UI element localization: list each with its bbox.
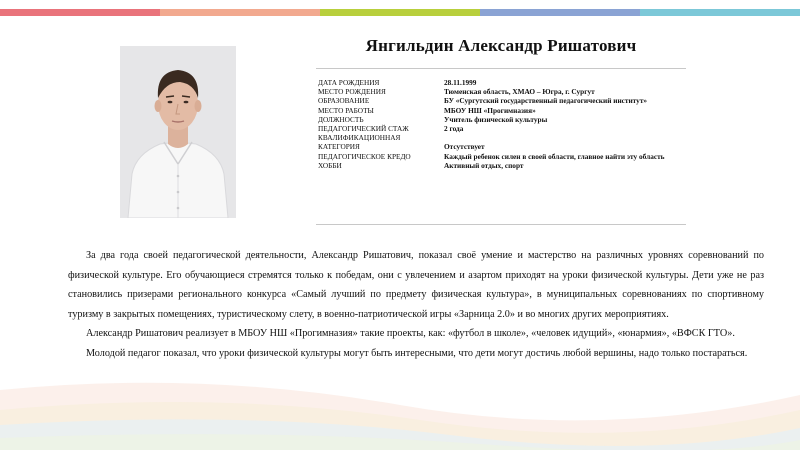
bio-paragraph-conclusion: Молодой педагог показал, что уроки физической культуры могут быть интересными, что дети могут достичь любой вершины, надо только постараться. [86, 347, 748, 359]
teacher-photo [120, 46, 236, 218]
divider-top [316, 68, 686, 69]
stripe-peach [160, 9, 320, 16]
info-row: ДОЛЖНОСТЬ Учитель физической культуры [318, 114, 548, 124]
info-row: КАТЕГОРИЯ Отсутствует [318, 142, 485, 152]
info-row: МЕСТО РОЖДЕНИЯ Тюменская область, ХМАО – Югра, г. Сургут [318, 87, 595, 97]
info-row: ДАТА РОЖДЕНИЯ 28.11.1999 [318, 78, 477, 87]
divider-bottom [316, 224, 686, 225]
info-row: ОБРАЗОВАНИЕ БУ «Сургутский государственный педагогический институт» [318, 96, 648, 106]
color-stripe-bar [0, 9, 800, 16]
biography-text [68, 246, 764, 363]
stripe-green [320, 9, 480, 16]
person-portrait-icon [120, 46, 236, 218]
info-row: ПЕДАГОГИЧЕСКОЕ КРЕДО Каждый ребенок силен в своей области, главное найти эту область [318, 151, 665, 161]
stripe-red [0, 9, 160, 16]
teacher-name: Янгильдин Александр Ришатович [365, 36, 637, 55]
info-row: ПЕДАГОГИЧЕСКИЙ СТАЖ 2 года [318, 124, 464, 134]
bio-paragraph-projects: Александр Ришатович реализует в МБОУ НШ «Прогимназия» такие проекты, как: «футбол в школе», «человек идущий», «юнармия», «ВФСК ГТО». [86, 328, 735, 339]
info-row: МЕСТО РАБОТЫ МБОУ НШ «Прогимназия» [318, 105, 536, 115]
info-row: ХОББИ Активный отдых, спорт [318, 160, 524, 170]
decorative-waves [0, 350, 800, 450]
bio-paragraph-achievements: За два года своей педагогической деятельности, Александр Ришатович, показал своё умение и мастерство на различных уровнях соревнований по физической культуре. Его обучающиеся стремятся только к победам, они с увлечением и азартом приходят на уроки физической культуры. Дети уже не раз становились призерами регионального конкурса «Самый лучший по предмету физическая культура», в муниципальных соревнованиях по спортивному туризму в закрытых помещениях, туристическому слету, в военно-патриотической игры «Зарница 2.0» и во многих других мероприятиях. [68, 250, 764, 320]
stripe-blue [480, 9, 640, 16]
info-row: КВАЛИФИКАЦИОННАЯ [318, 133, 401, 143]
profile-info-table [318, 78, 684, 170]
stripe-cyan [640, 9, 800, 16]
